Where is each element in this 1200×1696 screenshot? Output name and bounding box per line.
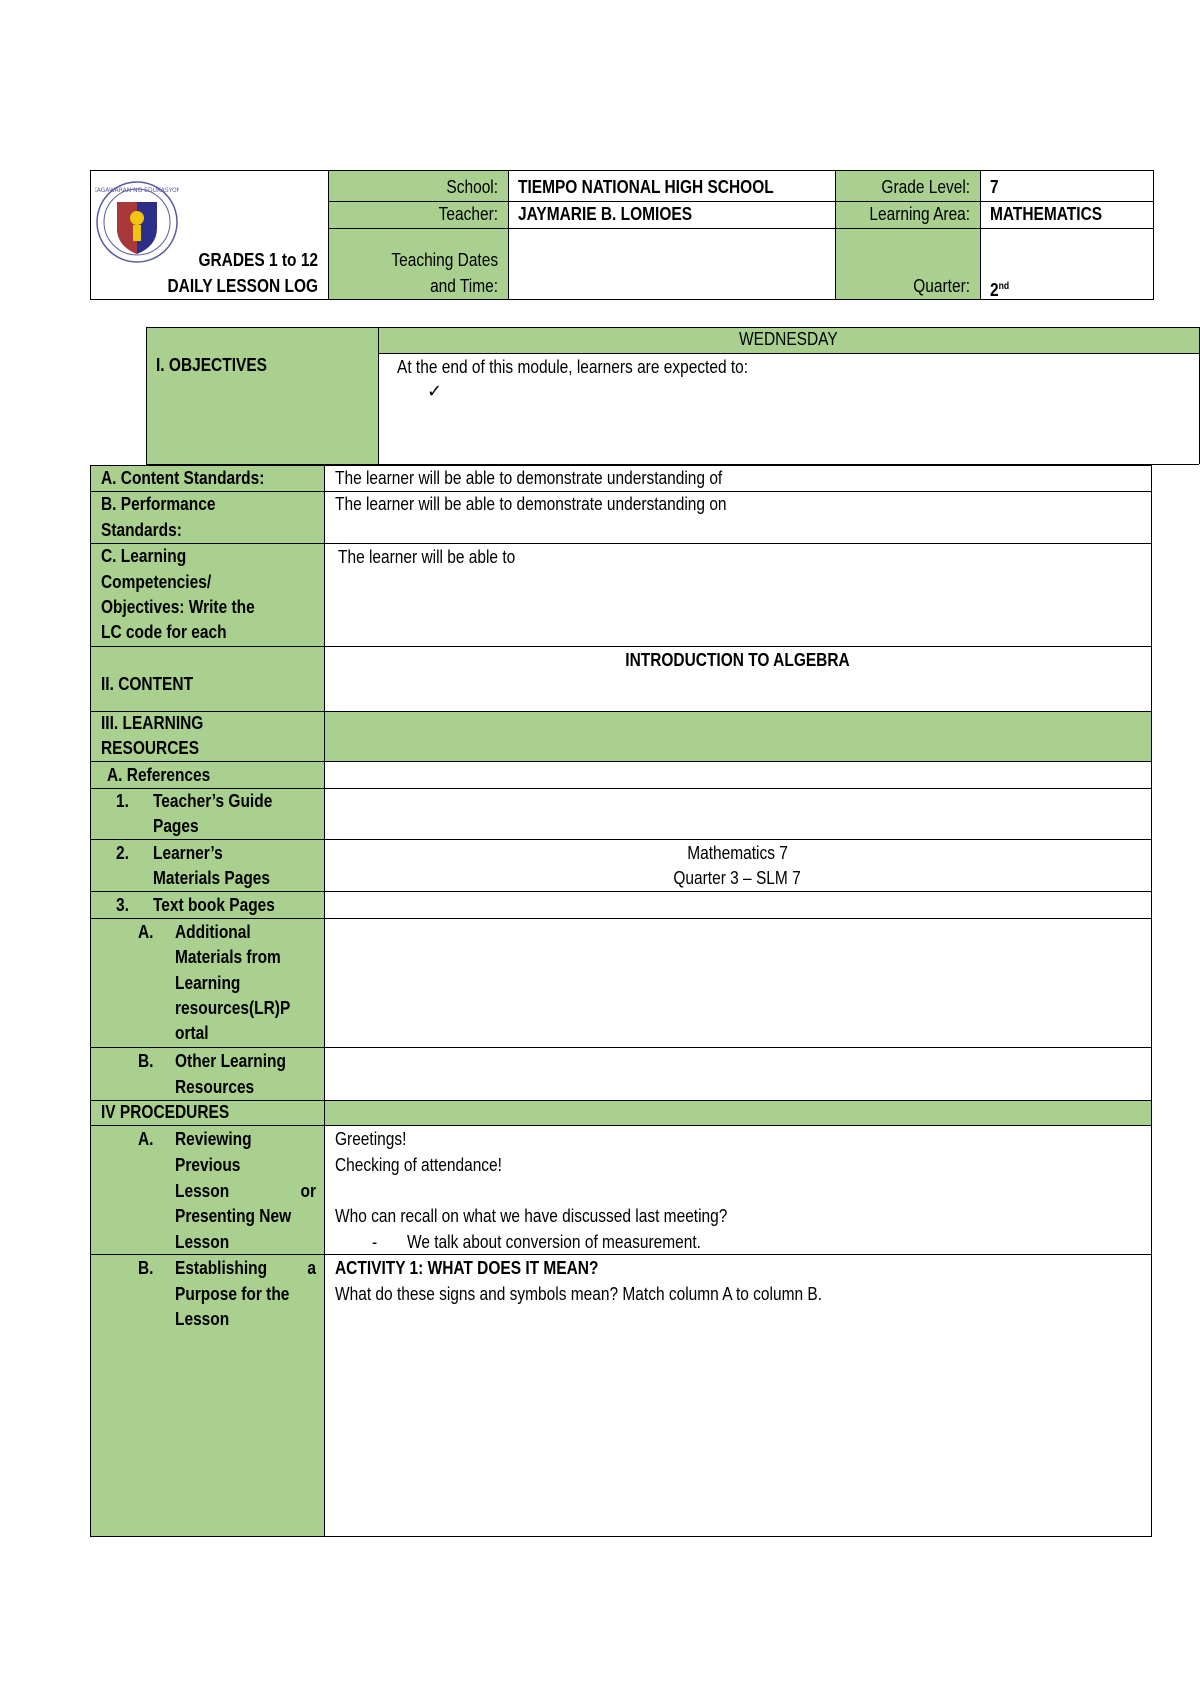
purpose-label-2: Purpose for the bbox=[175, 1284, 290, 1304]
tb-number: 3. bbox=[116, 895, 129, 915]
grade-level-label: Grade Level: bbox=[881, 177, 970, 197]
teacher-label: Teacher: bbox=[438, 204, 498, 224]
additional-label-4: resources(LR)P bbox=[175, 998, 291, 1018]
teacher-value: JAYMARIE B. LOMIOES bbox=[518, 204, 693, 224]
activity-title: ACTIVITY 1: WHAT DOES IT MEAN? bbox=[335, 1258, 599, 1278]
references-label: A. References bbox=[107, 765, 211, 785]
purpose-number: B. bbox=[138, 1258, 154, 1278]
svg-text:KAGAWARAN NG EDUKASYON: KAGAWARAN NG EDUKASYON bbox=[95, 187, 179, 194]
review-label-2: Previous bbox=[175, 1155, 241, 1175]
competencies-value: The learner will be able to bbox=[338, 547, 516, 567]
teaching-time-label: and Time: bbox=[430, 276, 498, 296]
lm-number: 2. bbox=[116, 843, 129, 863]
checkmark-icon: ✓ bbox=[427, 381, 443, 402]
day-header: WEDNESDAY bbox=[739, 329, 838, 349]
teachers-guide-label-1: Teacher’s Guide bbox=[153, 791, 273, 811]
content-standards-value: The learner will be able to demonstrate understanding of bbox=[335, 468, 723, 488]
review-bullet-dash: - bbox=[372, 1232, 378, 1252]
tg-number: 1. bbox=[116, 791, 129, 811]
learners-materials-label-2: Materials Pages bbox=[153, 868, 271, 888]
purpose-label-1b: a bbox=[307, 1258, 316, 1278]
review-value-3: Who can recall on what we have discussed last meeting? bbox=[335, 1206, 728, 1226]
additional-label-5: ortal bbox=[175, 1023, 209, 1043]
quarter-label: Quarter: bbox=[913, 276, 970, 296]
teachers-guide-label-2: Pages bbox=[153, 816, 199, 836]
other-number: B. bbox=[138, 1051, 154, 1071]
additional-number: A. bbox=[138, 922, 154, 942]
procedures-row-fill bbox=[324, 1100, 1151, 1125]
competencies-label-2: Competencies/ bbox=[101, 572, 212, 592]
school-label: School: bbox=[446, 177, 498, 197]
content-value: INTRODUCTION TO ALGEBRA bbox=[625, 650, 850, 670]
learners-materials-label-1: Learner’s bbox=[153, 843, 223, 863]
review-label-4: Presenting New bbox=[175, 1206, 292, 1226]
learning-area-label: Learning Area: bbox=[869, 204, 970, 224]
competencies-label-1: C. Learning bbox=[101, 546, 187, 566]
learning-resources-label-1: III. LEARNING bbox=[101, 713, 204, 733]
learners-materials-value-1: Mathematics 7 bbox=[687, 843, 788, 863]
objectives-label-fill bbox=[146, 327, 378, 464]
objectives-intro: At the end of this module, learners are expected to: bbox=[397, 357, 749, 377]
log-title-line1: GRADES 1 to 12 bbox=[198, 250, 318, 270]
learners-materials-value-2: Quarter 3 – SLM 7 bbox=[673, 868, 802, 888]
review-label-3b: or bbox=[300, 1181, 316, 1201]
review-value-4: We talk about conversion of measurement. bbox=[407, 1232, 701, 1252]
competencies-label-3: Objectives: Write the bbox=[101, 597, 255, 617]
additional-label-3: Learning bbox=[175, 973, 241, 993]
content-standards-label: A. Content Standards: bbox=[101, 468, 265, 488]
quarter-value: 2nd bbox=[990, 280, 1010, 300]
log-title-line2: DAILY LESSON LOG bbox=[167, 276, 318, 296]
grade-level-value: 7 bbox=[990, 177, 999, 197]
objectives-label: I. OBJECTIVES bbox=[156, 355, 267, 375]
performance-label-1: B. Performance bbox=[101, 494, 216, 514]
performance-value: The learner will be able to demonstrate understanding on bbox=[335, 494, 727, 514]
review-label-3a: Lesson bbox=[175, 1181, 230, 1201]
learning-area-value: MATHEMATICS bbox=[990, 204, 1103, 224]
school-value: TIEMPO NATIONAL HIGH SCHOOL bbox=[518, 177, 774, 197]
review-value-1: Greetings! bbox=[335, 1129, 407, 1149]
textbook-pages-label: Text book Pages bbox=[153, 895, 275, 915]
additional-label-1: Additional bbox=[175, 922, 251, 942]
review-value-2: Checking of attendance! bbox=[335, 1155, 502, 1175]
purpose-label-3: Lesson bbox=[175, 1309, 230, 1329]
resources-row-fill bbox=[324, 711, 1151, 761]
learning-resources-label-2: RESOURCES bbox=[101, 738, 200, 758]
review-number: A. bbox=[138, 1129, 154, 1149]
purpose-label-1a: Establishing bbox=[175, 1258, 268, 1278]
content-label: II. CONTENT bbox=[101, 674, 194, 694]
other-resources-label-1: Other Learning bbox=[175, 1051, 286, 1071]
review-label-5: Lesson bbox=[175, 1232, 230, 1252]
other-resources-label-2: Resources bbox=[175, 1077, 255, 1097]
additional-label-2: Materials from bbox=[175, 947, 281, 967]
activity-instruction: What do these signs and symbols mean? Match column A to column B. bbox=[335, 1284, 823, 1304]
review-label-1: Reviewing bbox=[175, 1129, 252, 1149]
procedures-label: IV PROCEDURES bbox=[101, 1102, 230, 1122]
performance-label-2: Standards: bbox=[101, 520, 182, 540]
competencies-label-4: LC code for each bbox=[101, 622, 227, 642]
teaching-dates-label: Teaching Dates bbox=[391, 250, 498, 270]
